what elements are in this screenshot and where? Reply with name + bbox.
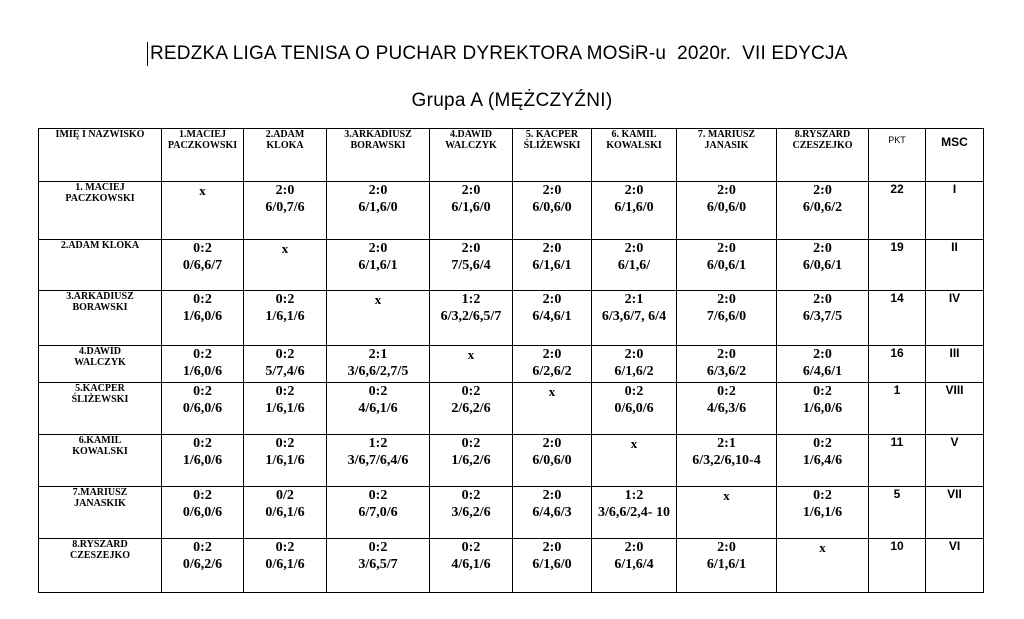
results-body	[39, 182, 984, 593]
match-score: x	[467, 347, 475, 362]
table-row	[39, 383, 984, 435]
header-player: 5. KACPER ŚLIŻEWSKI	[513, 129, 592, 182]
set-scores: 6/3,6/7, 6/4	[601, 309, 667, 324]
match-score: 0:2	[813, 488, 832, 503]
points-cell: 22	[869, 182, 926, 240]
match-score: 2:0	[624, 183, 644, 198]
match-result-cell	[513, 182, 592, 240]
set-scores: 6/7,0/6	[358, 505, 398, 520]
self-match-cell	[592, 435, 677, 487]
self-match-cell	[162, 182, 244, 240]
page-title: REDZKA LIGA TENISA O PUCHAR DYREKTORA MOSiR-u 2020r. VII EDYCJA	[147, 42, 848, 66]
match-result-cell	[513, 539, 592, 593]
player-name-line: 1. MACIEJ	[75, 182, 125, 193]
set-scores: 6/0,7/6	[265, 200, 305, 215]
match-result-cell	[777, 435, 869, 487]
player-name-line: 8.RYSZARD	[72, 539, 128, 550]
match-result-cell	[430, 539, 513, 593]
set-scores: 3/6,2/6	[451, 505, 491, 520]
points-cell: 16	[869, 346, 926, 383]
match-score: x	[819, 540, 826, 555]
player-name-cell	[39, 182, 162, 240]
match-score: 0:2	[193, 488, 212, 503]
set-scores: 0/6,1/6	[265, 557, 305, 572]
match-score: 2:1	[717, 436, 736, 451]
match-score: 2:0	[717, 540, 736, 555]
match-result-cell	[244, 539, 327, 593]
match-result-cell	[244, 435, 327, 487]
header-name: IMIĘ I NAZWISKO	[39, 129, 162, 182]
header-player: 7. MARIUSZ JANASIK	[677, 129, 777, 182]
player-name-line: JANASKIK	[74, 498, 126, 509]
match-score: 2:0	[813, 241, 832, 256]
player-name-line: BORAWSKI	[72, 302, 128, 313]
set-scores: 6/3,7/5	[802, 309, 843, 324]
player-name-line: 7.MARIUSZ	[72, 487, 128, 498]
table-row	[39, 182, 984, 240]
match-score: 0:2	[193, 241, 212, 256]
place-cell: II	[926, 240, 984, 291]
set-scores: 6/1,6/0	[614, 200, 654, 215]
match-score: x	[723, 488, 730, 503]
header-player: 8.RYSZARD CZESZEJKO	[777, 129, 869, 182]
match-result-cell	[327, 182, 430, 240]
match-score: 0:2	[193, 540, 212, 555]
match-score: 2:1	[368, 347, 388, 362]
match-result-cell	[244, 383, 327, 435]
set-scores: 1/6,1/6	[802, 505, 843, 520]
match-result-cell	[327, 435, 430, 487]
match-score: 2:0	[717, 241, 736, 256]
player-name-line: 4.DAWID	[79, 346, 121, 357]
match-score: 2:0	[624, 540, 644, 555]
set-scores: 3/6,6/2,4- 10	[598, 505, 670, 520]
set-scores: 3/6,5/7	[358, 557, 398, 572]
match-score: 2:0	[542, 241, 562, 256]
match-score: 2:0	[717, 292, 736, 307]
player-name-line: 2.ADAM KLOKA	[60, 240, 140, 251]
set-scores: 4/6,3/6	[706, 401, 747, 416]
match-result-cell	[162, 240, 244, 291]
place-cell: IV	[926, 291, 984, 346]
header-player: 3.ARKADIUSZ BORAWSKI	[327, 129, 430, 182]
self-match-cell	[513, 383, 592, 435]
player-name-line: WALCZYK	[74, 357, 126, 368]
match-result-cell	[592, 182, 677, 240]
set-scores: 6/1,6/4	[614, 557, 654, 572]
place-cell: VIII	[926, 383, 984, 435]
table-header-row	[39, 129, 984, 182]
match-score: 1:2	[461, 292, 481, 307]
match-result-cell	[513, 291, 592, 346]
match-score: 2:0	[461, 183, 481, 198]
set-scores: 0/6,1/6	[265, 505, 305, 520]
set-scores: 1/6,1/6	[265, 309, 305, 324]
match-score: 0:2	[461, 540, 481, 555]
match-score: 0:2	[275, 384, 295, 399]
set-scores: 0/6,2/6	[182, 557, 223, 572]
player-name-cell	[39, 539, 162, 593]
player-name-cell	[39, 240, 162, 291]
self-match-cell	[244, 240, 327, 291]
match-score: 0:2	[717, 384, 736, 399]
set-scores: 0/6,0/6	[182, 505, 223, 520]
player-name-line: ŚLIŻEWSKI	[71, 394, 129, 405]
set-scores: 6/1,6/1	[358, 258, 398, 273]
set-scores: 6/1,6/0	[451, 200, 491, 215]
results-table	[38, 128, 984, 593]
match-score: x	[199, 183, 206, 198]
set-scores: 3/6,6/2,7/5	[347, 364, 409, 379]
match-result-cell	[592, 291, 677, 346]
points-cell: 10	[869, 539, 926, 593]
set-scores: 6/0,6/0	[532, 200, 572, 215]
match-score: 2:0	[542, 540, 562, 555]
points-cell: 5	[869, 487, 926, 539]
set-scores: 1/6,0/6	[802, 401, 843, 416]
set-scores: 6/0,6/1	[706, 258, 747, 273]
player-name-cell	[39, 487, 162, 539]
match-score: 2:0	[542, 436, 562, 451]
set-scores: 6/1,6/	[617, 258, 651, 273]
match-result-cell	[327, 383, 430, 435]
match-score: 2:0	[813, 183, 832, 198]
match-result-cell	[677, 291, 777, 346]
match-result-cell	[430, 182, 513, 240]
table-row	[39, 240, 984, 291]
match-result-cell	[592, 487, 677, 539]
match-result-cell	[327, 487, 430, 539]
set-scores: 1/6,4/6	[802, 453, 843, 468]
player-name-line: 6.KAMIL	[78, 435, 122, 446]
set-scores: 1/6,1/6	[265, 453, 305, 468]
match-result-cell	[430, 383, 513, 435]
set-scores: 0/6,0/6	[614, 401, 654, 416]
match-result-cell	[513, 346, 592, 383]
match-score: 0:2	[813, 436, 832, 451]
player-name-line: KOWALSKI	[72, 446, 128, 457]
set-scores: 6/0,6/0	[532, 453, 572, 468]
match-score: 0:2	[193, 292, 212, 307]
set-scores: 4/6,1/6	[358, 401, 398, 416]
table-row	[39, 487, 984, 539]
match-score: 0:2	[368, 488, 388, 503]
set-scores: 6/1,6/2	[614, 364, 654, 379]
place-cell: V	[926, 435, 984, 487]
match-result-cell	[244, 346, 327, 383]
match-score: 2:0	[717, 183, 736, 198]
self-match-cell	[327, 291, 430, 346]
match-result-cell	[777, 487, 869, 539]
set-scores: 6/0,6/1	[802, 258, 843, 273]
match-score: x	[548, 384, 556, 399]
match-result-cell	[592, 346, 677, 383]
player-name-cell	[39, 435, 162, 487]
header-player: 6. KAMIL KOWALSKI	[592, 129, 677, 182]
player-name-line: PACZKOWSKI	[65, 193, 135, 204]
match-result-cell	[677, 383, 777, 435]
match-score: 0:2	[368, 540, 388, 555]
set-scores: 5/7,4/6	[265, 364, 305, 379]
set-scores: 4/6,1/6	[451, 557, 491, 572]
match-result-cell	[162, 435, 244, 487]
match-score: 1:2	[624, 488, 644, 503]
points-cell: 14	[869, 291, 926, 346]
set-scores: 1/6,0/6	[182, 364, 223, 379]
match-result-cell	[677, 346, 777, 383]
set-scores: 7/5,6/4	[451, 258, 491, 273]
set-scores: 0/6,0/6	[182, 401, 223, 416]
match-result-cell	[430, 487, 513, 539]
place-cell: I	[926, 182, 984, 240]
header-player: 1.MACIEJ PACZKOWSKI	[162, 129, 244, 182]
match-result-cell	[592, 539, 677, 593]
set-scores: 1/6,2/6	[451, 453, 491, 468]
match-result-cell	[430, 435, 513, 487]
set-scores: 3/6,7/6,4/6	[347, 453, 409, 468]
match-result-cell	[244, 487, 327, 539]
match-result-cell	[162, 539, 244, 593]
points-cell: 19	[869, 240, 926, 291]
match-score: 0:2	[368, 384, 388, 399]
points-cell: 11	[869, 435, 926, 487]
match-score: 0:2	[275, 540, 295, 555]
match-score: 0:2	[193, 384, 212, 399]
group-subtitle: Grupa A (MĘŻCZYŹNI)	[411, 90, 613, 111]
player-name-line: CZESZEJKO	[69, 550, 131, 561]
match-result-cell	[677, 435, 777, 487]
table-row	[39, 346, 984, 383]
table-row	[39, 435, 984, 487]
match-result-cell	[327, 240, 430, 291]
match-result-cell	[162, 346, 244, 383]
match-score: 2:0	[624, 347, 644, 362]
set-scores: 6/1,6/1	[706, 557, 747, 572]
match-score: 0:2	[193, 436, 212, 451]
place-cell: VII	[926, 487, 984, 539]
set-scores: 6/1,6/0	[532, 557, 572, 572]
match-result-cell	[513, 240, 592, 291]
match-score: 0:2	[461, 436, 481, 451]
header-pkt: PKT	[869, 129, 926, 182]
set-scores: 6/1,6/0	[358, 200, 398, 215]
self-match-cell	[430, 346, 513, 383]
self-match-cell	[777, 539, 869, 593]
table-row	[39, 291, 984, 346]
match-score: 1:2	[368, 436, 388, 451]
set-scores: 6/4,6/3	[532, 505, 572, 520]
player-name-line: 5.KACPER	[75, 383, 125, 394]
match-score: 0:2	[275, 292, 295, 307]
match-score: 0:2	[275, 347, 295, 362]
match-score: 2:0	[813, 347, 832, 362]
header-msc: MSC	[926, 129, 984, 182]
match-result-cell	[513, 435, 592, 487]
points-cell: 1	[869, 383, 926, 435]
set-scores: 6/2,6/2	[532, 364, 572, 379]
match-result-cell	[430, 291, 513, 346]
set-scores: 6/0,6/2	[802, 200, 843, 215]
match-score: 2:1	[624, 292, 644, 307]
match-score: 2:0	[275, 183, 295, 198]
match-result-cell	[244, 291, 327, 346]
match-result-cell	[327, 539, 430, 593]
match-score: x	[630, 436, 638, 451]
match-result-cell	[244, 182, 327, 240]
set-scores: 6/3,2/6,5/7	[440, 309, 502, 324]
table-row	[39, 539, 984, 593]
player-name-cell	[39, 291, 162, 346]
match-score: 2:0	[368, 183, 388, 198]
player-name-cell	[39, 346, 162, 383]
match-score: 0:2	[193, 347, 212, 362]
match-result-cell	[777, 346, 869, 383]
match-result-cell	[777, 240, 869, 291]
match-score: 0:2	[813, 384, 832, 399]
match-score: x	[374, 292, 382, 307]
match-result-cell	[677, 182, 777, 240]
match-score: 2:0	[461, 241, 481, 256]
match-score: 0:2	[461, 488, 481, 503]
set-scores: 6/3,6/2	[706, 364, 747, 379]
player-name-line: 3.ARKADIUSZ	[66, 291, 134, 302]
match-result-cell	[777, 291, 869, 346]
set-scores: 6/3,2/6,10-4	[692, 453, 761, 468]
match-score: 2:0	[542, 183, 562, 198]
match-score: 2:0	[717, 347, 736, 362]
player-name-cell	[39, 383, 162, 435]
match-result-cell	[677, 539, 777, 593]
match-score: 0:2	[461, 384, 481, 399]
match-result-cell	[162, 487, 244, 539]
match-result-cell	[430, 240, 513, 291]
place-cell: VI	[926, 539, 984, 593]
match-score: 0/2	[276, 488, 294, 503]
match-result-cell	[592, 240, 677, 291]
match-score: 2:0	[542, 488, 562, 503]
match-result-cell	[327, 346, 430, 383]
match-score: x	[281, 241, 289, 256]
set-scores: 1/6,0/6	[182, 309, 223, 324]
match-score: 0:2	[624, 384, 644, 399]
set-scores: 2/6,2/6	[451, 401, 491, 416]
header-player: 4.DAWID WALCZYK	[430, 129, 513, 182]
match-score: 2:0	[542, 347, 562, 362]
set-scores: 1/6,0/6	[182, 453, 223, 468]
set-scores: 6/1,6/1	[532, 258, 572, 273]
match-result-cell	[592, 383, 677, 435]
match-result-cell	[162, 291, 244, 346]
match-result-cell	[777, 182, 869, 240]
set-scores: 7/6,6/0	[706, 309, 747, 324]
set-scores: 6/4,6/1	[802, 364, 843, 379]
match-result-cell	[677, 240, 777, 291]
set-scores: 0/6,6/7	[182, 258, 223, 273]
set-scores: 6/4,6/1	[532, 309, 572, 324]
match-result-cell	[513, 487, 592, 539]
match-score: 2:0	[542, 292, 562, 307]
match-score: 0:2	[275, 436, 295, 451]
set-scores: 6/0,6/0	[706, 200, 747, 215]
match-score: 2:0	[624, 241, 644, 256]
match-score: 2:0	[813, 292, 832, 307]
match-result-cell	[162, 383, 244, 435]
match-score: 2:0	[368, 241, 388, 256]
header-player: 2.ADAM KLOKA	[244, 129, 327, 182]
place-cell: III	[926, 346, 984, 383]
match-result-cell	[777, 383, 869, 435]
self-match-cell	[677, 487, 777, 539]
set-scores: 1/6,1/6	[265, 401, 305, 416]
